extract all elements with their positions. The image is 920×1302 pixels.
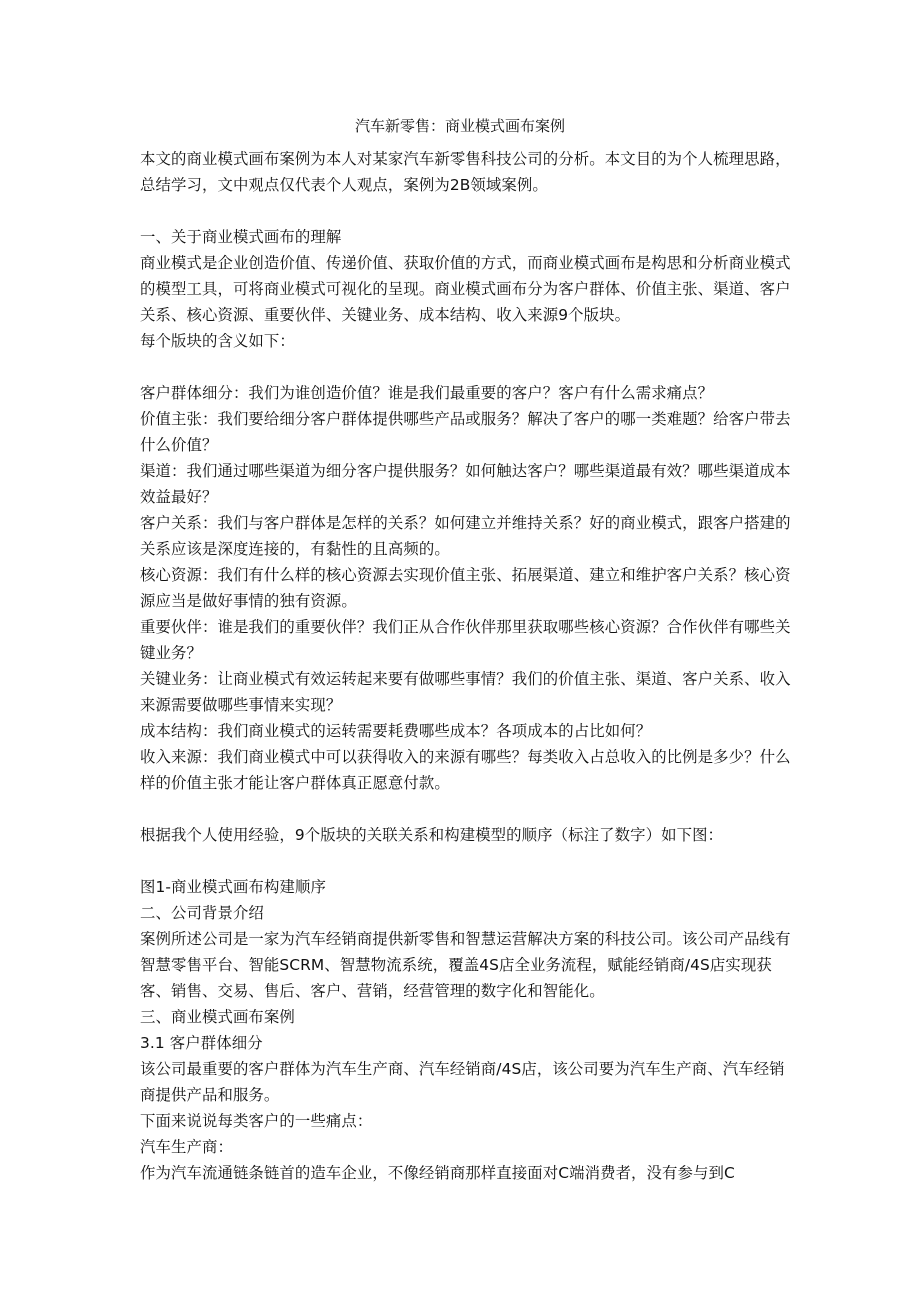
section1-heading: 一、关于商业模式画布的理解 bbox=[140, 228, 342, 246]
section3-paragraph-3: 汽车生产商： bbox=[140, 1138, 233, 1156]
spacer bbox=[140, 198, 794, 224]
block-customer-segments: 客户群体细分：我们为谁创造价值？谁是我们最重要的客户？客户有什么需求痛点？ bbox=[140, 384, 714, 402]
section1-paragraph: 商业模式是企业创造价值、传递价值、获取价值的方式，而商业模式画布是构思和分析商业模式的模型工具，可将商业模式可视化的呈现。商业模式画布分为客户群体、价值主张、渠道、客户关系、核心资源、重要伙伴、关键业务、成本结构、收入来源9个版块。 bbox=[140, 254, 791, 324]
section2-heading: 二、公司背景介绍 bbox=[140, 904, 264, 922]
block-cost-structure: 成本结构：我们商业模式的运转需要耗费哪些成本？各项成本的占比如何？ bbox=[140, 722, 652, 740]
spacer bbox=[140, 848, 794, 874]
experience-paragraph: 根据我个人使用经验，9个版块的关联关系和构建模型的顺序（标注了数字）如下图： bbox=[140, 826, 724, 844]
intro-paragraph: 本文的商业模式画布案例为本人对某家汽车新零售科技公司的分析。本文目的为个人梳理思路，总结学习，文中观点仅代表个人观点，案例为2B领域案例。 bbox=[140, 150, 791, 194]
block-channels: 渠道：我们通过哪些渠道为细分客户提供服务？如何触达客户？哪些渠道最有效？哪些渠道成本效益最好？ bbox=[140, 462, 791, 506]
section3-paragraph: 该公司最重要的客户群体为汽车生产商、汽车经销商/4S店，该公司要为汽车生产商、汽车经销商提供产品和服务。 bbox=[140, 1060, 785, 1104]
section3-heading: 三、商业模式画布案例 bbox=[140, 1008, 295, 1026]
section3-paragraph-2: 下面来说说每类客户的一些痛点： bbox=[140, 1112, 373, 1130]
block-value-proposition: 价值主张：我们要给细分客户群体提供哪些产品或服务？解决了客户的哪一类难题？给客户带去什么价值？ bbox=[140, 410, 791, 454]
block-key-partners: 重要伙伴：谁是我们的重要伙伴？我们正从合作伙伴那里获取哪些核心资源？合作伙伴有哪些关键业务？ bbox=[140, 618, 791, 662]
document-title: 汽车新零售：商业模式画布案例 bbox=[354, 117, 565, 135]
spacer bbox=[140, 796, 794, 822]
section3-subheading: 3.1 客户群体细分 bbox=[140, 1034, 263, 1052]
spacer bbox=[140, 354, 794, 380]
block-customer-relationships: 客户关系：我们与客户群体是怎样的关系？如何建立并维持关系？好的商业模式，跟客户搭建的关系应该是深度连接的，有黏性的且高频的。 bbox=[140, 514, 791, 558]
block-revenue-streams: 收入来源：我们商业模式中可以获得收入的来源有哪些？每类收入占总收入的比例是多少？什么样的价值主张才能让客户群体真正愿意付款。 bbox=[140, 748, 791, 792]
figure-caption: 图1-商业模式画布构建顺序 bbox=[140, 878, 326, 896]
section3-paragraph-4: 作为汽车流通链条链首的造车企业，不像经销商那样直接面对C端消费者，没有参与到C bbox=[140, 1164, 735, 1182]
section2-paragraph: 案例所述公司是一家为汽车经销商提供新零售和智慧运营解决方案的科技公司。该公司产品线有智慧零售平台、智能SCRM、智慧物流系统，覆盖4S店全业务流程，赋能经销商/4S店实现获客、销售、交易、售后、客户、营销，经营管理的数字化和智能化。 bbox=[140, 930, 791, 1000]
block-key-resources: 核心资源：我们有什么样的核心资源去实现价值主张、拓展渠道、建立和维护客户关系？核心资源应当是做好事情的独有资源。 bbox=[140, 566, 791, 610]
section1-paragraph-2: 每个版块的含义如下： bbox=[140, 332, 295, 350]
block-key-activities: 关键业务：让商业模式有效运转起来要有做哪些事情？我们的价值主张、渠道、客户关系、收入来源需要做哪些事情来实现？ bbox=[140, 670, 791, 714]
document-body bbox=[140, 146, 794, 1186]
